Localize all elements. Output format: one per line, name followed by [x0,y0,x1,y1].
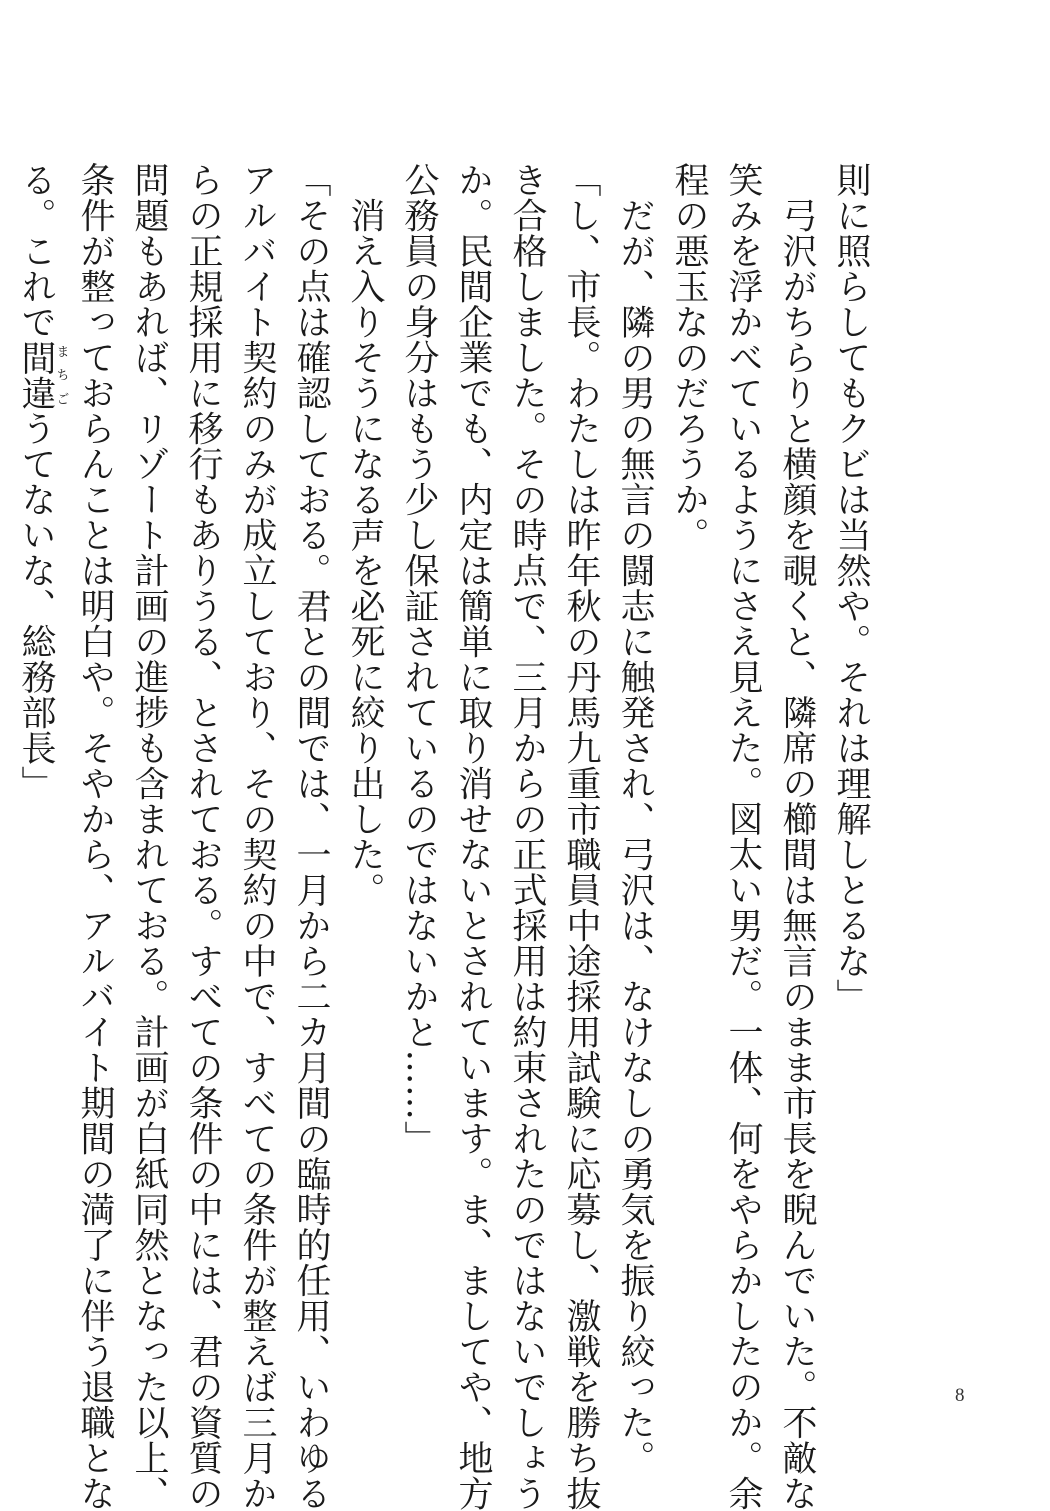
text-column: だが、隣の男の無言の闘志に触発され、弓沢は、なけなしの勇気を振り絞った。 [615,162,655,1476]
text-fragment: うてないな、総務部長」 [16,410,56,801]
text-column-last [9,162,68,1412]
text-column: き合格しました。その時点で、三月からの正式採用は約束されたのではないでしょう [507,162,547,1511]
text-column: 問題もあれば、リゾート計画の進捗も含まれておる。計画が白紙同然となった以上、 [129,162,169,1511]
page-number: 8 [955,1385,965,1406]
text-fragment: る。これで [16,162,56,340]
text-column: 「その点は確認しておる。君との間では、一月から二カ月間の臨時的任用、いわゆる [291,162,331,1511]
text-column: らの正規採用に移行もありうる、とされておる。すべての条件の中には、君の資質の [183,162,223,1511]
ruby-annotation [16,339,69,411]
text-column: 公務員の身分はもう少し保証されているのではないかと……」 [399,162,439,1156]
text-column: 「し、市長。わたしは昨年秋の丹馬九重市職員中途採用試験に応募し、激戦を勝ち抜 [561,162,601,1511]
vertical-text-body [9,162,878,1511]
text-column: 程の悪玉なのだろうか。 [669,162,709,553]
text-column: 条件が整っておらんことは明白や。そやから、アルバイト期間の満了に伴う退職とな [75,162,115,1511]
text-column: 則に照らしてもクビは当然や。それは理解しとるな」 [831,162,871,1014]
text-column: 弓沢がちらりと横顔を覗くと、隣席の櫛間は無言のまま市長を睨んでいた。不敵な [777,162,817,1511]
text-column: か。民間企業でも、内定は簡単に取り消せないとされています。ま、ましてや、地方 [453,162,493,1511]
text-column: 消え入りそうになる声を必死に絞り出した。 [345,162,385,908]
ruby-base: 間違 [16,339,56,411]
ruby-reading: まちご [53,339,69,411]
text-column: 笑みを浮かべているようにさえ見えた。図太い男だ。一体、何をやらかしたのか。余 [723,162,763,1511]
text-column: アルバイト契約のみが成立しており、その契約の中で、すべての条件が整えば三月か [237,162,277,1511]
